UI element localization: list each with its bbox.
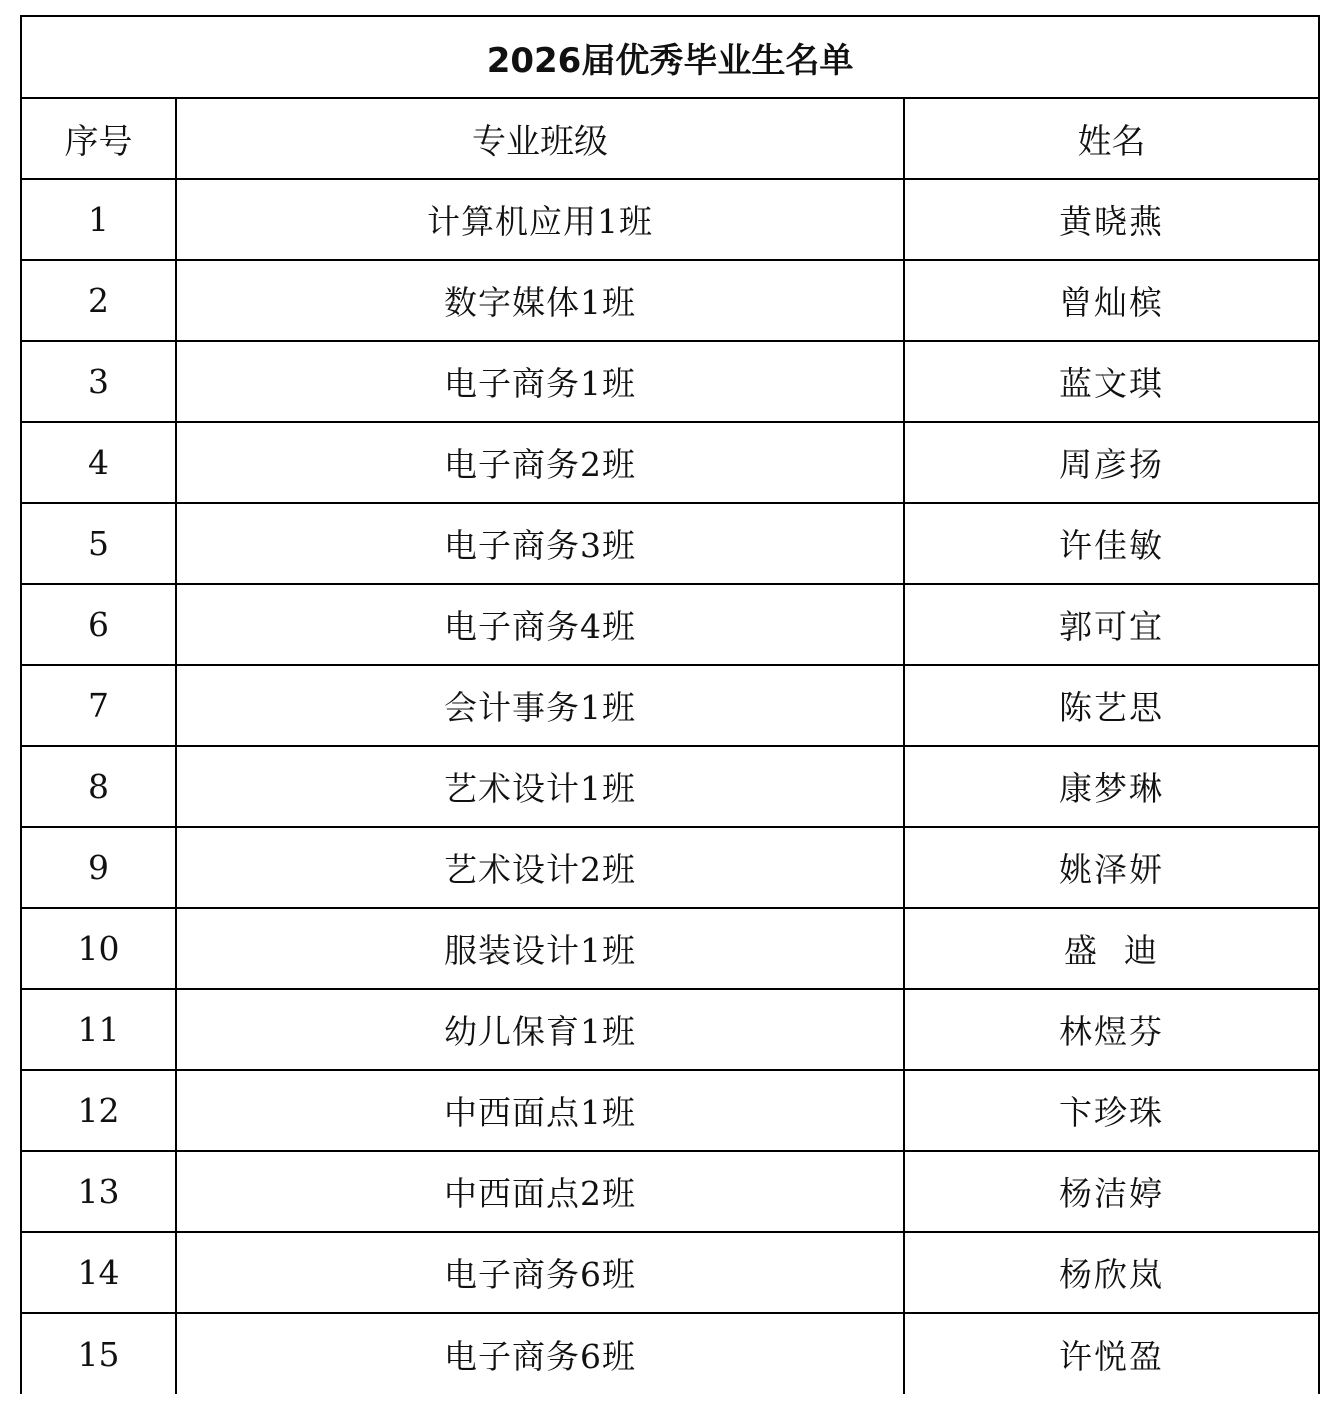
- table-title: 2026届优秀毕业生名单: [21, 16, 1319, 98]
- table-row: [21, 746, 1319, 827]
- table-row: [21, 422, 1319, 503]
- row-index-cell: 9: [21, 827, 176, 908]
- table-row: [21, 1070, 1319, 1151]
- row-name-cell: 杨欣岚: [904, 1232, 1319, 1313]
- row-class-cell: 幼儿保育1班: [176, 989, 904, 1070]
- graduates-table: [20, 15, 1320, 1394]
- header-class: 专业班级: [176, 98, 904, 179]
- table-row: [21, 584, 1319, 665]
- header-name: 姓名: [904, 98, 1319, 179]
- row-index-cell: 15: [21, 1313, 176, 1394]
- row-name-cell: 康梦琳: [904, 746, 1319, 827]
- row-name-cell: 盛 迪: [904, 908, 1319, 989]
- row-name-cell: 杨洁婷: [904, 1151, 1319, 1232]
- row-name-cell: 姚泽妍: [904, 827, 1319, 908]
- row-name-cell: 蓝文琪: [904, 341, 1319, 422]
- row-name-cell: 许佳敏: [904, 503, 1319, 584]
- header-index: 序号: [21, 98, 176, 179]
- row-name-cell: 陈艺思: [904, 665, 1319, 746]
- row-name-cell: 许悦盈: [904, 1313, 1319, 1394]
- row-class-cell: 中西面点1班: [176, 1070, 904, 1151]
- row-index-cell: 13: [21, 1151, 176, 1232]
- title-row: [21, 16, 1319, 98]
- row-class-cell: 数字媒体1班: [176, 260, 904, 341]
- honor-list-sheet: [20, 15, 1318, 1394]
- row-name-cell: 黄晓燕: [904, 179, 1319, 260]
- row-index-cell: 3: [21, 341, 176, 422]
- row-class-cell: 计算机应用1班: [176, 179, 904, 260]
- row-class-cell: 中西面点2班: [176, 1151, 904, 1232]
- table-row: [21, 503, 1319, 584]
- table-row: [21, 908, 1319, 989]
- row-index-cell: 8: [21, 746, 176, 827]
- row-index-cell: 11: [21, 989, 176, 1070]
- row-name-cell: 郭可宜: [904, 584, 1319, 665]
- table-row: [21, 665, 1319, 746]
- row-class-cell: 电子商务4班: [176, 584, 904, 665]
- table-body: [21, 179, 1319, 1394]
- table-row: [21, 989, 1319, 1070]
- table-row: [21, 260, 1319, 341]
- row-index-cell: 5: [21, 503, 176, 584]
- row-index-cell: 12: [21, 1070, 176, 1151]
- row-index-cell: 4: [21, 422, 176, 503]
- row-name-cell: 周彦扬: [904, 422, 1319, 503]
- table-row: [21, 1313, 1319, 1394]
- row-class-cell: 电子商务1班: [176, 341, 904, 422]
- header-row: [21, 98, 1319, 179]
- row-class-cell: 电子商务6班: [176, 1313, 904, 1394]
- row-name-cell: 卞珍珠: [904, 1070, 1319, 1151]
- table-row: [21, 827, 1319, 908]
- row-name-cell: 曾灿槟: [904, 260, 1319, 341]
- row-name-cell: 林煜芬: [904, 989, 1319, 1070]
- row-index-cell: 2: [21, 260, 176, 341]
- table-row: [21, 1151, 1319, 1232]
- row-index-cell: 1: [21, 179, 176, 260]
- row-class-cell: 电子商务6班: [176, 1232, 904, 1313]
- row-index-cell: 7: [21, 665, 176, 746]
- row-class-cell: 服装设计1班: [176, 908, 904, 989]
- row-class-cell: 电子商务2班: [176, 422, 904, 503]
- row-index-cell: 10: [21, 908, 176, 989]
- row-index-cell: 6: [21, 584, 176, 665]
- row-class-cell: 艺术设计1班: [176, 746, 904, 827]
- row-index-cell: 14: [21, 1232, 176, 1313]
- row-class-cell: 电子商务3班: [176, 503, 904, 584]
- table-row: [21, 341, 1319, 422]
- row-class-cell: 艺术设计2班: [176, 827, 904, 908]
- table-row: [21, 1232, 1319, 1313]
- table-row: [21, 179, 1319, 260]
- row-class-cell: 会计事务1班: [176, 665, 904, 746]
